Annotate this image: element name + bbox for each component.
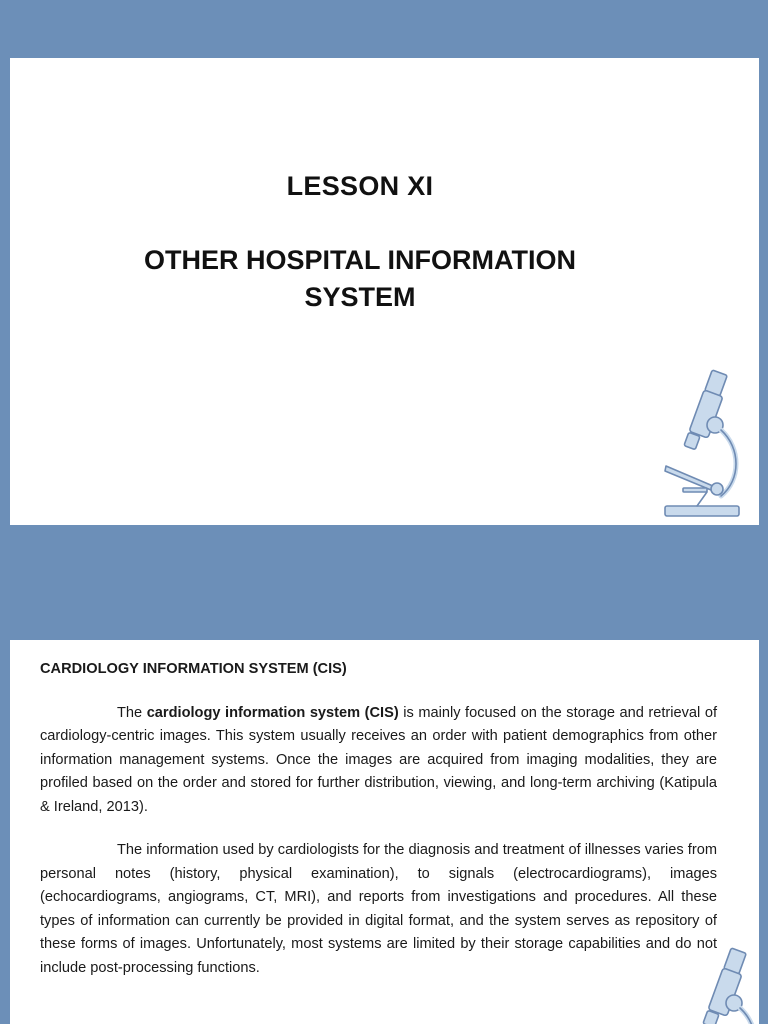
microscope-icon	[663, 368, 743, 520]
document-body	[40, 658, 717, 1000]
main-title-line-2: SYSTEM	[304, 282, 416, 312]
lesson-title: LESSON XI	[286, 171, 434, 201]
section-heading: CARDIOLOGY INFORMATION SYSTEM (CIS)	[40, 661, 347, 677]
title-slide	[10, 58, 759, 525]
paragraph-1-rest: is mainly focused on the storage and retrieval of cardiology-centric images. This system usually receives an order with patient demographics from other information management systems. Once the images are acquired from imaging modalities, they are profiled based on the order and stored for further distribution, viewing, and long-term archiving (Katipula & Ireland, 2013).	[40, 704, 718, 815]
main-title	[10, 242, 710, 316]
paragraph-2: The information used by cardiologists for the diagnosis and treatment of illnesses varies from personal notes (history, physical examination), to signals (electrocardiograms), images (echocardiograms, angiograms, CT, MRI), and reports from investigations and procedures. All these types of information can currently be provided in digital format, and the system serves as repository of these forms of images. Unfortunately, most systems are limited by their storage capabilities and do not include post-processing functions.	[40, 842, 717, 976]
content-slide	[10, 640, 759, 1024]
paragraph-1-bold-term: cardiology information system (CIS)	[146, 704, 399, 721]
paragraph-1	[40, 702, 717, 820]
main-title-line-1: OTHER HOSPITAL INFORMATION	[144, 245, 576, 275]
paragraph-1-prefix: The	[117, 704, 147, 721]
microscope-icon	[682, 946, 759, 1024]
